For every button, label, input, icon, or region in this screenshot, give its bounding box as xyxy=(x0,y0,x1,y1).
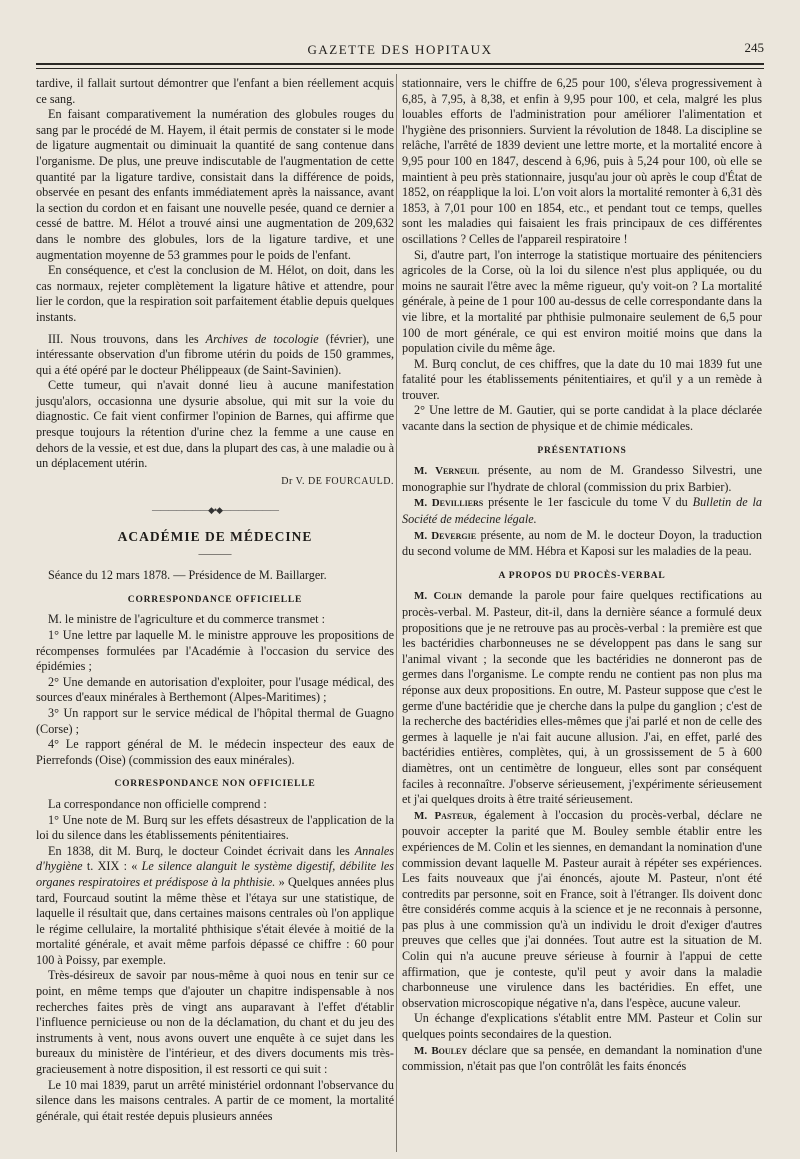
subsection-heading: CORRESPONDANCE NON OFFICIELLE xyxy=(114,779,316,790)
subsection-heading: CORRESPONDANCE OFFICIELLE xyxy=(127,594,303,605)
list-item: 1° Une lettre par laquelle M. le ministre approuve les propositions de récompenses formulées par l'Académie à l'occasion du service des épidémies ; xyxy=(36,628,394,674)
paragraph: M. Bouley déclare que sa pensée, en demandant la nomination d'une commission, n'était pas que l'on contrôlât les faits énoncés xyxy=(402,1042,762,1074)
paragraph: En conséquence, et c'est la conclusion de M. Hélot, on doit, dans les cas normaux, rejeter complètement la ligature hâtive et attendre, pour lier le cordon, que la respiration soit parfaitement établie depuis quelques instants. xyxy=(36,263,394,324)
paragraph: stationnaire, vers le chiffre de 6,25 pour 100, s'éleva progressivement à 6,85, à 7,95, à 8,38, et enfin à 9,95 pour 100, et cela, malgré les plus louables efforts de l'administration pour améliorer l'alimentation et l'hygiène des prisonniers. Survient la révolution de 1848. La discipline se relâche, l'arrêté de 1839 devient une lettre morte, et la mortalité encore à 9,95 pour 100 en 1847, descend à 6,96, puis à 5,24 pour 100, où elle se maintient à peu près stationnaire, jusqu'au jour où après le coup d'État de 1852, on réapplique la loi. L'on voit alors la mortalité remonter à 6,31 dès 1853, à 7,01 pour 100 en 1854, etc., et pendant tout ce temps, quelles sont les maladies qui faisaient les frais principaux de ces différentes oscillations ? Celles de l'appareil respiratoire ! xyxy=(402,76,762,246)
paragraph: M. Devilliers présente le 1er fascicule du tome V du Bulletin de la Société de médecine légale. xyxy=(402,495,762,527)
column-divider xyxy=(396,74,397,1152)
list-item: 2° Une lettre de M. Gautier, qui se porte candidat à la place déclarée vacante dans la section de physique et de chimie médicales. xyxy=(402,403,762,434)
list-item: 3° Un rapport sur le service médical de l'hôpital thermal de Guagno (Corse) ; xyxy=(36,705,394,736)
section-separator: ———————◆•◆——————— xyxy=(152,505,278,516)
subsection-heading: A PROPOS DU PROCÈS-VERBAL xyxy=(498,570,666,581)
journal-title: GAZETTE DES HOPITAUX xyxy=(307,42,493,57)
paragraph: M. Colin demande la parole pour faire quelques rectifications au procès-verbal. M. Pasteur, dit-il, dans la dernière séance a formulé deux propositions que je ne retrouve pas au procès-verbal : la première est que les bactéridies charbonneuses ne se développent pas dans le sang sur l'animal vivant ; la seconde que les bactéridies ne donneront pas de germes dans l'organisme. Le compte rendu ne contient pas non plus ma réponse aux deux propositions. En outre, M. Pasteur suppose que c'est le germe d'une bactéridie que je cherche dans la pulpe du ganglion ; c'est de la recherche des bactéridies elles-mêmes que j'ai parlé et non de celle des germes à laquelle je n'ai fait aucune allusion. J'ai, en effet, parlé des bactéridies entières, complètes, qui, à un grossissement de 5 à 600 diamètres, ont un centimètre de longueur, elles sont par conséquent faciles à reconnaître. J'observe sérieusement, j'expérimente sérieusement et j'ai quelques droits à être traité sérieusement. xyxy=(402,588,763,807)
paragraph: Cette tumeur, qui n'avait donné lieu à aucune manifestation jusqu'alors, occasionna une dysurie absolue, qui mit sur la voie du diagnostic. Ce fait vient confirmer l'opinion de Barnes, qui affirme que presque toujours la rétention d'urine chez la femme a une cause en dehors de la vessie, et est due, dans la plupart des cas, à une maladie ou à un déplacement utérin. xyxy=(36,378,394,471)
session-line: Séance du 12 mars 1878. — Présidence de M. Baillarger. xyxy=(48,568,327,583)
left-column xyxy=(36,76,394,1124)
paragraph: III. Nous trouvons, dans les Archives de tocologie (février), une intéressante observation d'un fibrome utérin du poids de 150 grammes, qui a été opéré par le docteur Phélippeaux (de Saint-Savinien). xyxy=(36,331,394,377)
paragraph: Très-désireux de savoir par nous-même à quoi nous en tenir sur ce point, en même temps que d'ajouter un chapitre indispensable à nos recherches faites près de vingt ans auparavant à l'effet d'établir l'influence pernicieuse ou non de la déclamation, du chant et du jeu des instruments à vent, nous avons ouvert une enquête à ce sujet dans les bureaux du ministère de l'intérieur, et des divers documents mis très-gracieusement à notre disposition, il est ressorti ce qui suit : xyxy=(36,968,394,1077)
header-rule-thick xyxy=(36,63,764,65)
paragraph: En faisant comparativement la numération des globules rouges du sang par le procédé de M. Hayem, il était permis de constater si le mode de ligature augmentait ou diminuait la quantité de sang contenue dans l'organisme. De plus, une preuve indiscutable de l'augmentation de cette quantité par la ligature tardive, consistait dans la différence de poids, observée en pesant des enfants immédiatement après la naissance, avant la section du cordon et en faisant une nouvelle pesée, quand ce dernier a cessé de battre. M. Hélot a trouvé ainsi une augmentation de 209,632 dans le nombre des globules, lors de la ligature tardive, et une augmentation moyenne de 53 grammes pour le poids de l'enfant. xyxy=(36,107,394,262)
title-dash: ——— xyxy=(198,547,232,560)
list-item: 2° Une demande en autorisation d'exploiter, pour l'usage médical, des sources d'eaux minérales à Berthemont (Alpes-Maritimes) ; xyxy=(36,674,394,705)
author-signature: Dr V. DE FOURCAULD. xyxy=(281,475,394,487)
paragraph: M. Devergie présente, au nom de M. le docteur Doyon, la traduction du second volume de MM. Hébra et Kaposi sur les maladies de la peau. xyxy=(402,527,762,559)
paragraph: M. Pasteur, également à l'occasion du procès-verbal, déclare ne pouvoir accepter la parité que M. Bouley semble établir entre les expériences de M. Colin et les siennes, en demandant la nomination d'une commission devant laquelle M. Pasteur aurait à répéter ses expériences. Les faits nouveaux que j'ai énoncés, ajoute M. Pasteur, n'ont été contredits par personne, soit en France, soit à l'étranger. Ils doivent donc être considérés comme acquis à la science et je ne reconnais à personne, pas plus à une commission qu'à un individu le droit d'exiger d'autres preuves que celles que j'ai données. Tout autre est la situation de M. Colin qui n'a aucune preuve sérieuse à fournir à l'appui de cette affirmation, que je conteste, qu'il peut y avoir dans la maladie charbonneuse une virulence dans les bactéridies. En effet, une observation microscopique négative n'a, dans l'espèce, aucune valeur. xyxy=(402,807,762,1010)
header-rule-thin xyxy=(36,68,764,69)
right-column xyxy=(402,76,762,1075)
paragraph: La correspondance non officielle comprend : xyxy=(48,796,267,811)
list-item: 1° Une note de M. Burq sur les effets désastreux de l'application de la loi du silence dans les établissements pénitentiaires. xyxy=(36,812,394,843)
paragraph: Le 10 mai 1839, parut un arrêté ministériel ordonnant l'observance du silence dans les maisons centrales. A partir de ce moment, la mortalité générale, qui était restée depuis plusieurs années xyxy=(36,1077,394,1123)
paragraph: tardive, il fallait surtout démontrer que l'enfant a bien réellement acquis ce sang. xyxy=(36,76,394,106)
page-number: 245 xyxy=(744,40,764,55)
paragraph: En 1838, dit M. Burq, le docteur Coindet écrivait dans les Annales d'hygiène t. XIX : « Le silence alanguit le système digestif, débilite les organes respiratoires et prédispose à la phthisie. » Quelques années plus tard, Fourcaud soutint la même thèse et l'étaya sur une statistique, de laquelle il résultait que, dans certaines maisons centrales où l'on applique le régime cellulaire, la mortalité phthisique s'était élevée à moitié de la mortalité générale, et avait même parfois dépassé ce chiffre : 60 pour 100 à Poissy, par exemple. xyxy=(36,843,395,967)
subsection-heading: PRÉSENTATIONS xyxy=(537,445,627,456)
paragraph: M. le ministre de l'agriculture et du commerce transmet : xyxy=(48,612,325,627)
paragraph: M. Burq conclut, de ces chiffres, que la date du 10 mai 1839 fut une fatalité pour les établissements pénitentiaires, et qu'il y a un remède à trouver. xyxy=(402,356,762,402)
paragraph: Un échange d'explications s'établit entre MM. Pasteur et Colin sur quelques points secondaires de la question. xyxy=(402,1011,762,1042)
page-header xyxy=(0,0,800,62)
list-item: 4° Le rapport général de M. le médecin inspecteur des eaux de Pierrefonds (Oise) (commission des eaux minérales). xyxy=(36,737,394,767)
section-title: ACADÉMIE DE MÉDECINE xyxy=(117,529,313,545)
paragraph: Si, d'autre part, l'on interroge la statistique mortuaire des pénitenciers agricoles de la Corse, où la loi du silence n'est plus appliquée, ou du moins ne saurait l'être avec la même rigueur, qu'y voit-on ? La mortalité générale, à peine de 1 pour 100 au-dessus de celle correspondante dans la vie libre, et la mortalité par phthisie pulmonaire seulement de 6,5 pour 100 de mort générale, ce qui est environ moitié moins que dans la population civile du même âge. xyxy=(402,247,762,356)
paragraph: M. Verneuil présente, au nom de M. Grandesso Silvestri, une monographie sur l'hydrate de chloral (commission du prix Barbier). xyxy=(402,463,762,494)
